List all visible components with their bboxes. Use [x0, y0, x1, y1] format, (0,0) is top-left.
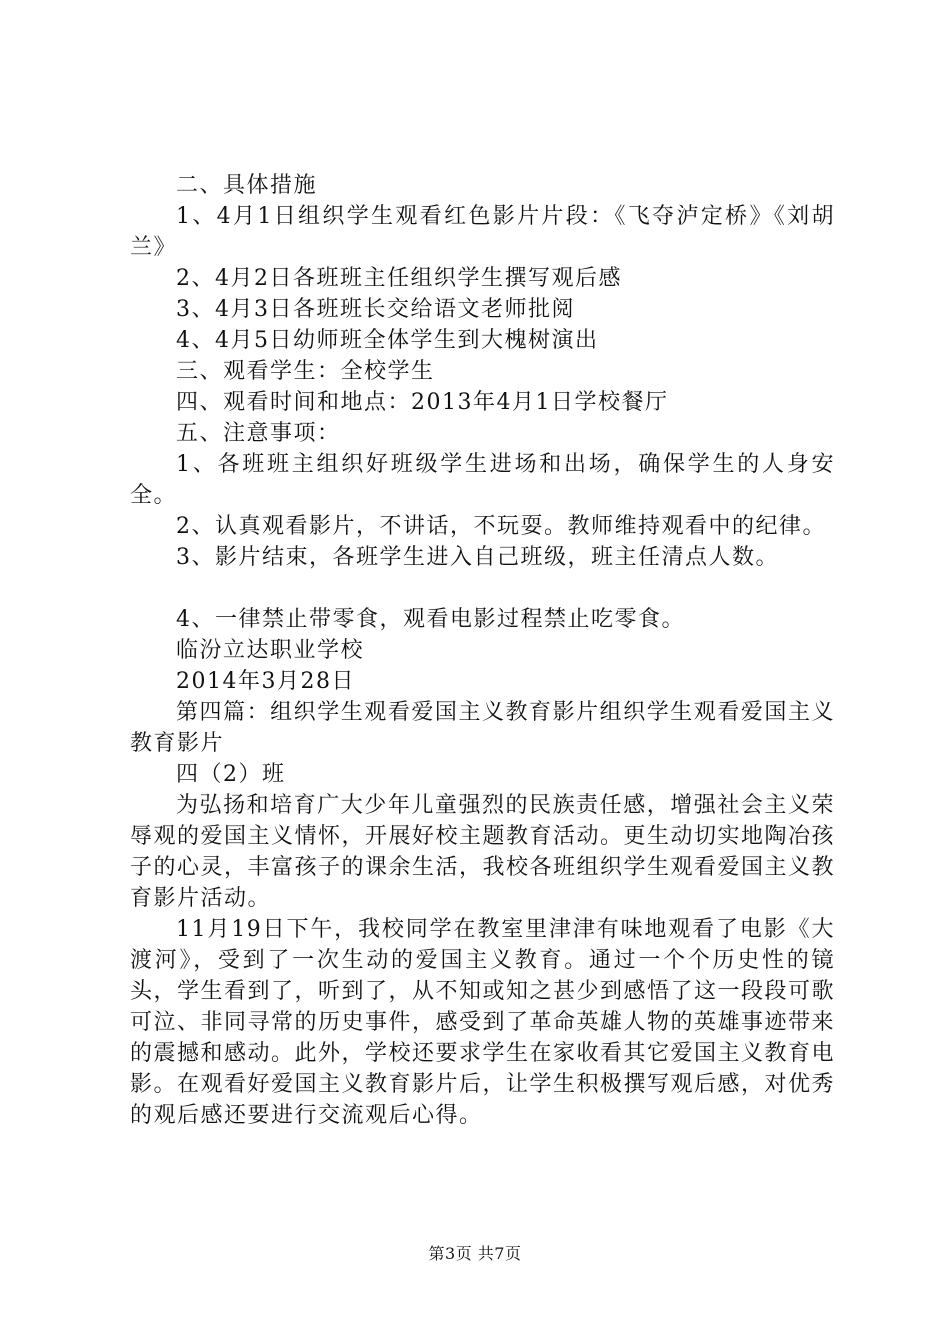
- body-paragraph-1: 为弘扬和培育广大少年儿童强烈的民族责任感，增强社会主义荣辱观的爱国主义情怀，开展好校主题教育活动。更生动切实地陶冶孩子的心灵，丰富孩子的课余生活，我校各班组织学生观看爱国主义教育影片活动。: [130, 793, 836, 911]
- section-heading-notes: 五、注意事项：: [176, 421, 341, 446]
- section-heading-time-place: 四、观看时间和地点：2013年4月1日学校餐厅: [176, 390, 669, 415]
- measure-item-3: 3、4月3日各班班长交给语文老师批阅: [176, 297, 575, 322]
- note-item-4: 4、一律禁止带零食，观看电影过程禁止吃零食。: [176, 607, 685, 632]
- paragraph-spacer: [130, 573, 835, 604]
- signature-school: 临汾立达职业学校: [176, 638, 365, 663]
- measure-item-2: 2、4月2日各班班主任组织学生撰写观后感: [176, 266, 622, 291]
- measure-item-4: 4、4月5日幼师班全体学生到大槐树演出: [176, 328, 599, 353]
- section-heading-measures: 二、具体措施: [176, 173, 318, 198]
- note-item-3: 3、影片结束，各班学生进入自己班级，班主任清点人数。: [176, 545, 779, 570]
- note-item-2: 2、认真观看影片，不讲话，不玩耍。教师维持观看中的纪律。: [176, 514, 826, 539]
- section-heading-audience: 三、观看学生：全校学生: [176, 359, 435, 384]
- measure-item-1: 1、4月1日组织学生观看红色影片片段：《飞夺泸定桥》《刘胡兰》: [130, 204, 835, 260]
- document-body: [130, 170, 835, 1131]
- class-label: 四（2）班: [176, 762, 286, 787]
- body-paragraph-2: 11月19日下午，我校同学在教室里津津有味地观看了电影《大渡河》，受到了一次生动的爱国主义教育。通过一个个历史性的镜头，学生看到了，听到了，从不知或知之甚少到感悟了这一段段可歌可泣、非同寻常的历史事件，感受到了革命英雄人物的英雄事迹带来的震撼和感动。此外，学校还要求学生在家收看其它爱国主义教育电影。在观看好爱国主义教育影片后，让学生积极撰写观后感，对优秀的观后感还要进行交流观后心得。: [130, 917, 836, 1128]
- chapter-title: 第四篇：组织学生观看爱国主义教育影片组织学生观看爱国主义教育影片: [130, 700, 835, 756]
- page-number-footer: 第3页 共7页: [428, 1244, 522, 1263]
- note-item-1: 1、各班班主组织好班级学生进场和出场，确保学生的人身安全。: [130, 452, 835, 508]
- signature-date: 2014年3月28日: [176, 669, 355, 694]
